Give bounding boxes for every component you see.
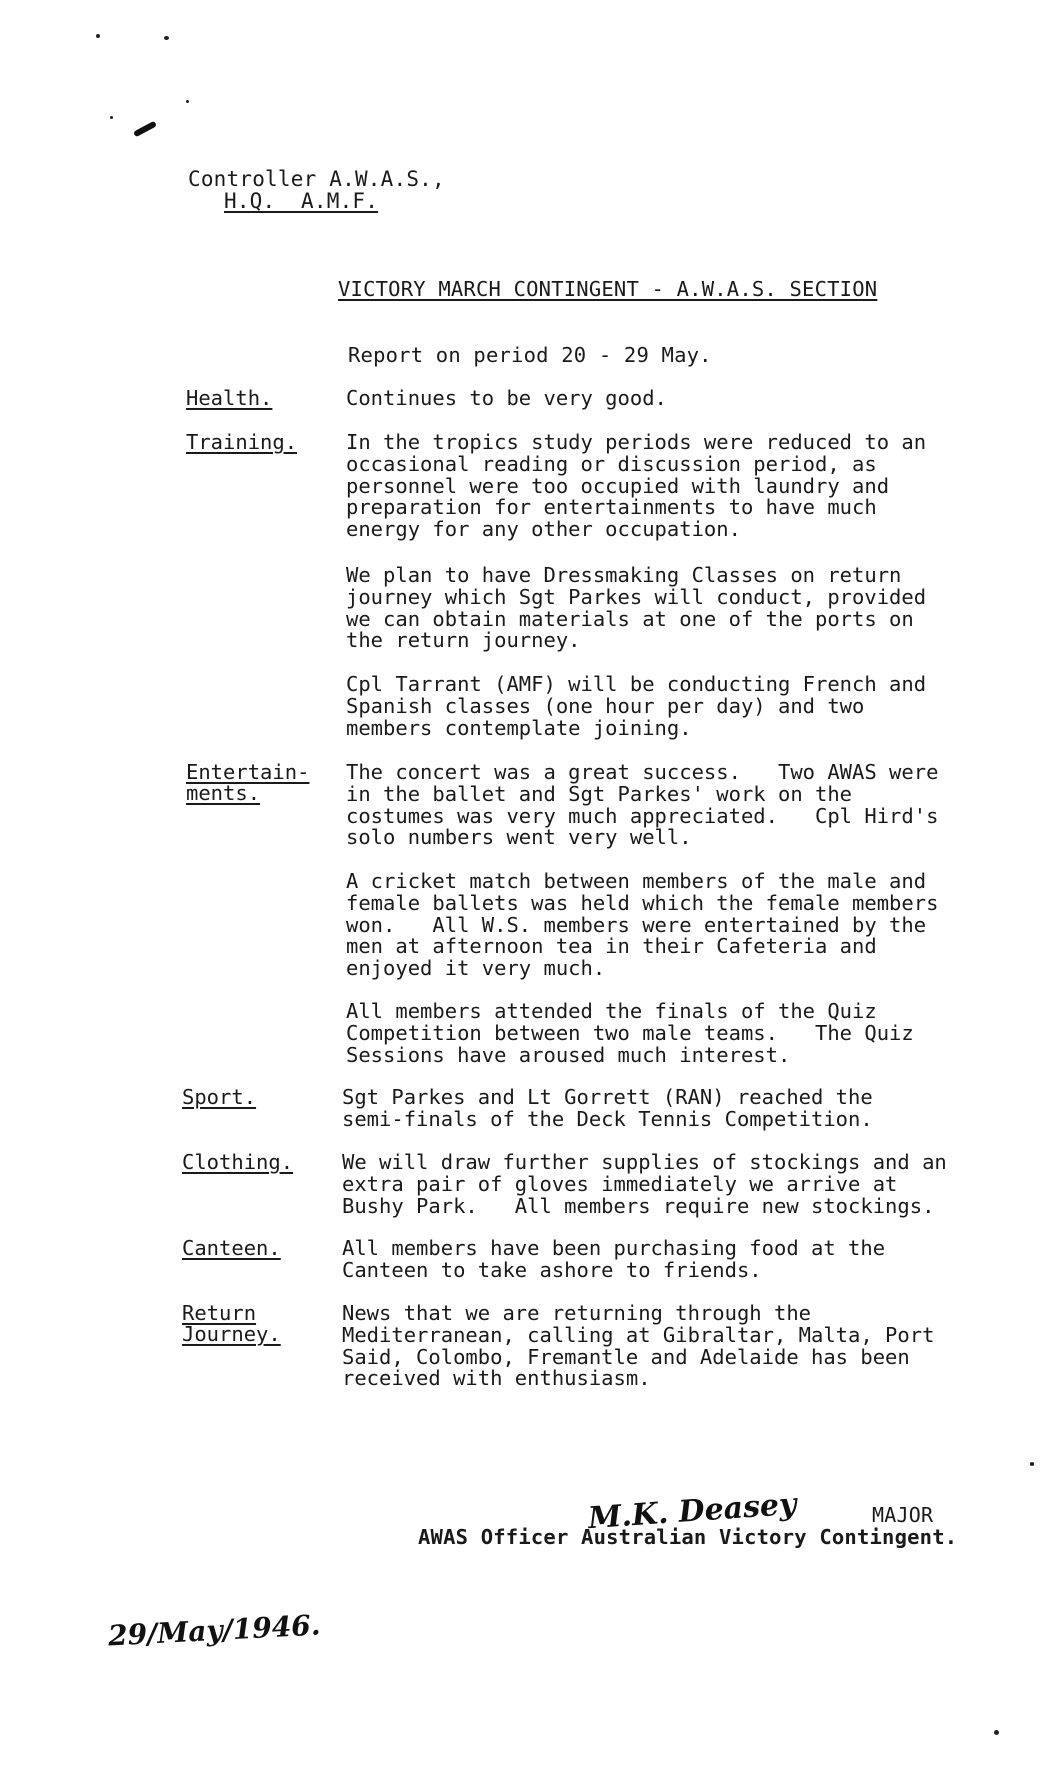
text-line: Sessions have aroused much interest.	[346, 1042, 791, 1067]
text-line: members contemplate joining.	[346, 715, 692, 740]
section-heading-return-journey-1: Return	[182, 1301, 257, 1325]
health-paragraph	[346, 388, 1006, 410]
section-heading-training: Training.	[186, 430, 298, 454]
entertainments-paragraph-1	[346, 762, 1006, 849]
text-line: We will draw further supplies of stockings and an	[342, 1150, 947, 1174]
entertainments-paragraph-3	[346, 1001, 1006, 1066]
section-heading-entertainments-2: ments.	[186, 781, 261, 805]
signatory-title: AWAS Officer Australian Victory Contingent.	[418, 1525, 958, 1549]
text-line: costumes was very much appreciated. Cpl Hird's	[346, 803, 939, 828]
text-line: preparation for entertainments to have much	[346, 495, 877, 520]
text-line: The concert was a great success. Two AWAS were	[346, 760, 939, 784]
scan-speck	[1030, 1462, 1034, 1466]
handwritten-date: 29/May/1946.	[107, 1608, 322, 1653]
section-heading-return-journey-2: Journey.	[182, 1322, 281, 1346]
handwritten-signature: M.K. Deasey	[587, 1486, 798, 1537]
return-journey-paragraph	[342, 1303, 1002, 1390]
training-paragraph-1	[346, 432, 1006, 541]
text-line: Bushy Park. All members require new stockings.	[342, 1193, 935, 1218]
report-period: Report on period 20 - 29 May.	[348, 343, 712, 367]
text-line: solo numbers went very well.	[346, 825, 692, 850]
text-line: Said, Colombo, Fremantle and Adelaide has been	[342, 1344, 910, 1369]
text-line: occasional reading or discussion period, as	[346, 451, 877, 476]
text-line: Mediterranean, calling at Gibraltar, Malta, Port	[342, 1322, 935, 1347]
scan-speck	[994, 1730, 999, 1735]
addressee-line-2: H.Q. A.M.F.	[224, 189, 379, 213]
document-title: VICTORY MARCH CONTINGENT - A.W.A.S. SECTION	[338, 277, 878, 301]
section-heading-clothing: Clothing.	[182, 1150, 294, 1174]
text-line: personnel were too occupied with laundry and	[346, 473, 890, 498]
text-line: in the ballet and Sgt Parkes' work on the	[346, 781, 853, 806]
text-line: journey which Sgt Parkes will conduct, provided	[346, 584, 927, 609]
text-line: enjoyed it very much.	[346, 956, 606, 981]
signatory-rank: MAJOR	[872, 1503, 934, 1527]
text-line: Canteen to take ashore to friends.	[342, 1257, 762, 1282]
text-line: we can obtain materials at one of the ports on	[346, 606, 914, 631]
text-line: Sgt Parkes and Lt Gorrett (RAN) reached the	[342, 1085, 873, 1109]
entertainments-paragraph-2	[346, 871, 1006, 980]
text-line: Continues to be very good.	[346, 386, 667, 410]
text-line: the return journey.	[346, 628, 581, 653]
section-heading-sport: Sport.	[182, 1085, 257, 1109]
text-line: In the tropics study periods were reduced to an	[346, 430, 927, 454]
scan-speck	[164, 36, 169, 40]
text-line: Competition between two male teams. The Quiz	[346, 1020, 914, 1045]
canteen-paragraph	[342, 1238, 1002, 1282]
pen-mark	[133, 121, 157, 138]
training-paragraph-3	[346, 674, 1006, 739]
sport-paragraph	[342, 1087, 1002, 1131]
section-heading-entertainments-1: Entertain-	[186, 760, 310, 784]
text-line: men at afternoon tea in their Cafeteria and	[346, 934, 877, 959]
section-heading-health: Health.	[186, 386, 273, 410]
scan-speck	[110, 116, 113, 119]
section-heading-canteen: Canteen.	[182, 1236, 281, 1260]
scan-speck	[96, 34, 100, 38]
text-line: All members attended the finals of the Quiz	[346, 999, 877, 1023]
text-line: All members have been purchasing food at the	[342, 1236, 886, 1260]
text-line: extra pair of gloves immediately we arrive at	[342, 1171, 898, 1196]
text-line: We plan to have Dressmaking Classes on return	[346, 563, 902, 587]
text-line: won. All W.S. members were entertained by the	[346, 912, 927, 937]
scan-speck	[186, 100, 189, 103]
text-line: A cricket match between members of the male and	[346, 869, 927, 893]
text-line: received with enthusiasm.	[342, 1366, 651, 1391]
text-line: semi-finals of the Deck Tennis Competition.	[342, 1106, 873, 1131]
text-line: energy for any other occupation.	[346, 517, 741, 542]
text-line: News that we are returning through the	[342, 1301, 811, 1325]
text-line: Spanish classes (one hour per day) and two	[346, 693, 865, 718]
text-line: Cpl Tarrant (AMF) will be conducting French and	[346, 672, 927, 696]
training-paragraph-2	[346, 565, 1006, 652]
clothing-paragraph	[342, 1152, 1002, 1217]
text-line: female ballets was held which the female members	[346, 890, 939, 915]
addressee-line-1: Controller A.W.A.S.,	[188, 167, 445, 191]
